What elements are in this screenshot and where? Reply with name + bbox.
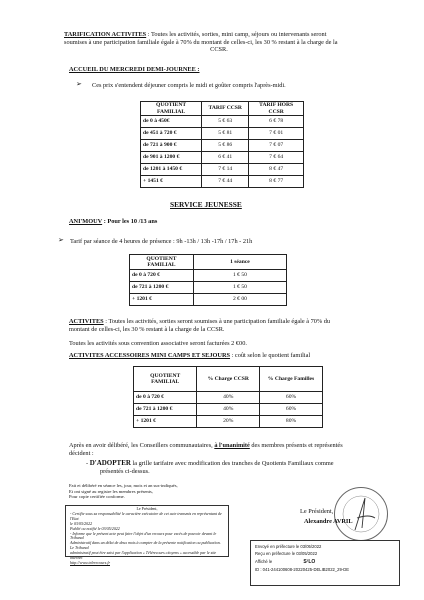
prefecture-mark: S²LO	[303, 558, 316, 565]
animouv-label: ANI'MOUV	[69, 218, 103, 225]
accessoires-table	[133, 366, 323, 428]
certification-box	[65, 505, 229, 565]
activites-heading: ACTIVITES	[69, 318, 104, 325]
tarif-text-3: CCSR.	[210, 46, 228, 54]
prefecture-line-3: Affiché le S²LO	[255, 558, 316, 565]
service-header-seance: 1 séance	[193, 255, 286, 270]
tarif-heading: TARIFICATION ACTIVITES	[64, 31, 147, 38]
table-row: de 721 à 900 € 5 € 86 7 € 07	[141, 140, 304, 152]
activites-line3: Toutes les activités sous convention associative seront facturées 2 €00.	[69, 340, 247, 347]
accessoires-heading: ACTIVITES ACCESSOIRES MINI CAMPS ET SEJOURS	[69, 352, 231, 359]
arrow-bullet-icon: ➢	[76, 80, 82, 88]
animouv-line	[69, 218, 157, 226]
prefecture-box	[250, 540, 400, 586]
signature-title: Le Président,	[300, 508, 334, 515]
table-row: + 1201 € 2 € 00	[130, 294, 287, 306]
closing-line-3: Pour copie certifiée conforme.	[69, 494, 125, 500]
accueil-header-hors: TARIF HORS CCSR	[249, 102, 304, 116]
accessoires-header-qf: QUOTIENT FAMILIAL	[134, 367, 197, 392]
certif-title: Le Président,	[136, 506, 158, 511]
decision-line1: Après en avoir délibéré, les Conseillers communautaires,	[69, 442, 215, 449]
closing-line-1: Fait et délibéré en séance les, jour, mois et an sus-indiqués,	[69, 483, 178, 488]
table-row: de 721 à 1200 € 40% 60%	[134, 404, 323, 416]
table-row: + 1451 € 7 € 44 8 € 77	[141, 176, 304, 188]
certif-line-6[interactable]: http://www.telerecours.fr	[70, 559, 110, 565]
decision-adopter-rest: la grille tarifaire avec modification des tranches de Quotients Familiaux comme	[130, 460, 334, 467]
arrow-bullet-icon: ➢	[58, 236, 64, 244]
certif-line-1b: le 03/05/2022	[70, 520, 93, 526]
accessoires-header-familles: % Charge Familles	[260, 367, 323, 392]
service-bullet: Tarif par séance de 4 heures de présence : 9h -13h / 13h -17h / 17h - 21h	[70, 238, 253, 245]
service-table	[129, 254, 287, 306]
tarif-text-1: : Toutes les activités, sorties, mini camp, séjours ou intervenants seront	[146, 31, 327, 38]
accessoires-line	[69, 352, 310, 360]
table-row: de 0 à 720 € 40% 60%	[134, 392, 323, 404]
certif-line-5: administratif peut être saisi par l'application « Télérecours citoyens » accessible par le site internet	[70, 550, 217, 561]
certif-line-1: - Certifie sous sa responsabilité le caractère exécutoire de cet acte transmis en représentant de l'Etat	[70, 510, 222, 521]
tarif-text-2: soumises à une participation familiale égale à 70% du montant de celles-ci, les 30 % restant à la charge de la	[64, 38, 338, 46]
accueil-table	[140, 101, 304, 188]
accueil-heading: ACCUEIL DU MERCREDI DEMI-JOURNEE :	[69, 66, 200, 73]
closing-line-2: Et ont signé au registre les membres présents,	[69, 488, 153, 494]
accueil-header-qf: QUOTIENT FAMILIAL	[141, 102, 202, 116]
decision-adopter-line	[86, 460, 386, 475]
decision-unanimite: à l'unanimité	[214, 442, 250, 449]
decision-paragraph	[69, 442, 389, 457]
animouv-rest: : Pour les 10 /13 ans	[102, 218, 158, 225]
accueil-bullet: Ces prix s'entendent déjeuner compris le midi et goûter compris l'après-midi.	[92, 82, 286, 89]
table-row: de 1201 à 1450 € 7 € 14 8 € 47	[141, 164, 304, 176]
signature-name: Alexandre AVRIL	[304, 518, 353, 525]
accessoires-rest: : coût selon le quotient familial	[230, 352, 311, 359]
table-row: de 451 à 720 € 5 € 81 7 € 01	[141, 128, 304, 140]
accessoires-header-ccsr: % Charge CCSR	[197, 367, 260, 392]
decision-line1-rest: des membres présents et représentés	[249, 442, 343, 449]
activites-line1: : Toutes les activités, sorties seront soumises à une participation familiale égale à 70% du	[103, 318, 331, 325]
activites-line2: montant de celles-ci, les 30 % restant à la charge de la CCSR.	[69, 325, 225, 333]
accueil-header-ccsr: TARIF CCSR	[202, 102, 249, 116]
table-row: de 0 à 720 € 1 € 50	[130, 270, 287, 282]
service-heading: SERVICE JEUNESSE	[170, 200, 242, 209]
table-row: de 721 à 1200 € 1 € 50	[130, 282, 287, 294]
prefecture-line-1: Envoyé en préfecture le 03/05/2022	[255, 544, 322, 549]
service-header-qf: QUOTIENT FAMILIAL	[130, 255, 194, 270]
certif-line-2: Publié ou notifié le 03/05/2022	[70, 525, 120, 531]
closing-block	[69, 483, 178, 500]
certif-line-3: - Informe que le présent acte peut faire l'objet d'un recours pour excès de pouvoir devant le Tribunal	[70, 530, 217, 541]
activites-paragraph	[69, 318, 389, 333]
table-row: de 901 à 1200 € 6 € 41 7 € 64	[141, 152, 304, 164]
decision-dash: -	[86, 460, 89, 467]
official-seal-stamp	[334, 487, 388, 541]
prefecture-line-4: ID : 041-244100608-20220425-DELIB2022_29-DE	[255, 567, 350, 573]
decision-line3: présentés ci-dessus.	[100, 467, 150, 475]
table-row: + 1201 € 20% 80%	[134, 416, 323, 428]
decision-line2: décident :	[69, 449, 94, 457]
table-row: de 0 à 450€ 5 € 63 6 € 78	[141, 116, 304, 128]
signature-scribble-icon	[335, 488, 387, 540]
prefecture-line-2: Reçu en préfecture le 03/05/2022	[255, 551, 318, 557]
decision-adopter: D'ADOPTER	[89, 459, 131, 467]
tarif-paragraph	[64, 31, 374, 54]
certif-line-4: Administratif dans un délai de deux mois à compter de la présente notification ou publication. Le Tribunal	[70, 540, 221, 551]
